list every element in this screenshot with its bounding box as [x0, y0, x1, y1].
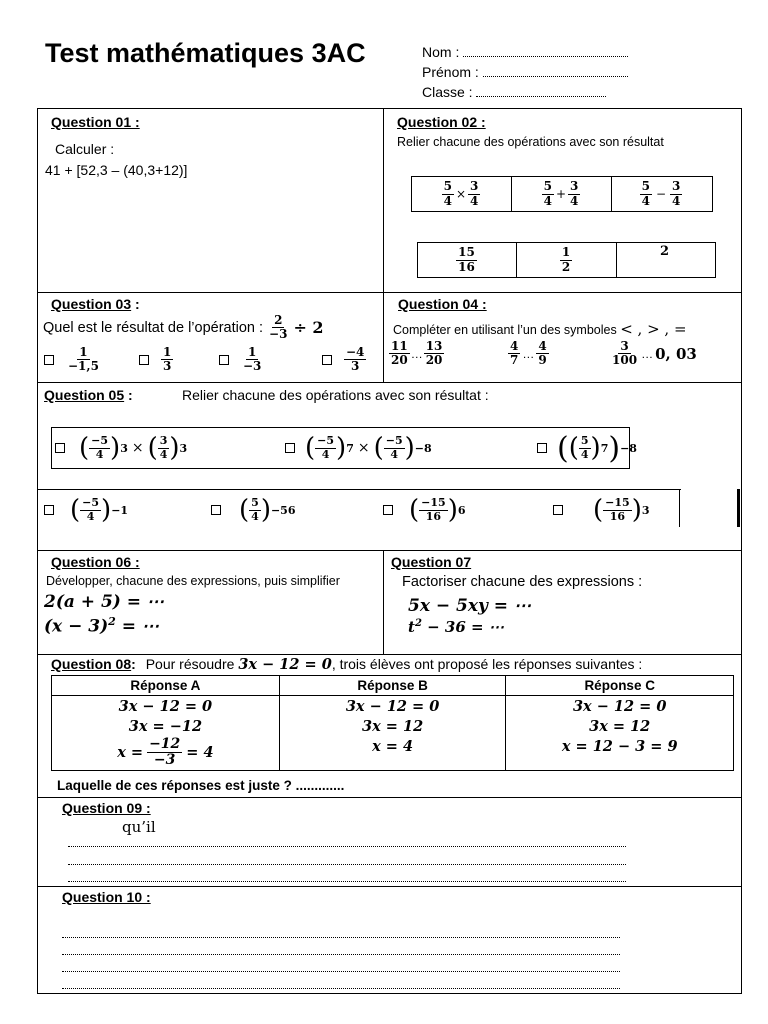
- answer-line[interactable]: [62, 971, 620, 972]
- q8-answer-a: 3x − 12 = 0 3x = −12 x = $\frac{-12}{-3}$ = 4: [52, 696, 280, 771]
- q2-result-1[interactable]: $\frac{15}{16}$: [458, 245, 475, 274]
- q8-prompt-line: Question 08: Pour résoudre 3x − 12 = 0, trois élèves ont proposé les réponses suivantes :: [51, 656, 643, 673]
- q2-result-2[interactable]: $\frac{1}{2}$: [561, 245, 571, 274]
- classe-field[interactable]: [422, 82, 628, 102]
- q1-instruction: Calculer :: [55, 141, 115, 157]
- page-title: Test mathématiques 3AC: [45, 38, 366, 68]
- q3-prompt: Quel est le résultat de l’opération : $\frac{2}{-3}$ ÷ 2: [43, 313, 324, 342]
- q8-question: Laquelle de ces réponses est juste ? .............: [57, 778, 345, 793]
- checkbox[interactable]: [322, 355, 332, 365]
- q5-result-4[interactable]: ( $\frac{-15}{16}$ ) 3: [553, 490, 650, 530]
- q3-choice-3[interactable]: $\frac{1}{-3}$: [219, 346, 263, 373]
- q7-expression-2: $t^2 - 36$ = ⋯: [408, 618, 504, 636]
- q7-expression-1: 5x − 5xy = ⋯: [408, 596, 531, 616]
- checkbox[interactable]: [139, 355, 149, 365]
- q3-choice-2[interactable]: $\frac{1}{3}$: [139, 346, 173, 373]
- q8-header-c: Réponse C: [506, 676, 734, 696]
- q5-result-2[interactable]: ( $\frac{5}{4}$ ) −56: [211, 490, 296, 530]
- q2-operation-3[interactable]: $\frac{5}{4}$ − $\frac{3}{4}$: [641, 179, 681, 208]
- q4-item-2[interactable]: $\frac{4}{7}$ … $\frac{4}{9}$: [510, 339, 547, 368]
- q2-title: Question 02 :: [397, 114, 486, 130]
- answer-line[interactable]: [62, 954, 620, 955]
- answer-line[interactable]: [68, 846, 626, 847]
- checkbox[interactable]: [44, 355, 54, 365]
- q5-result-3[interactable]: ( $\frac{-15}{16}$ ) 6: [383, 490, 466, 530]
- q9-text: qu’il: [122, 818, 156, 836]
- q5-title: Question 05 :: [44, 387, 133, 403]
- student-info: [422, 42, 628, 102]
- q1-title: Question 01 :: [51, 114, 140, 130]
- prenom-field[interactable]: [422, 62, 628, 82]
- q8-header-a: Réponse A: [52, 676, 280, 696]
- q6-prompt: Développer, chacune des expressions, puis simplifier: [46, 574, 340, 588]
- q3-choice-4[interactable]: $\frac{-4}{3}$: [322, 346, 366, 373]
- q8-answer-c: 3x − 12 = 0 3x = 12 x = 12 − 3 = 9: [506, 696, 734, 771]
- checkbox[interactable]: [537, 443, 547, 453]
- q3-choice-1[interactable]: $\frac{1}{-1,5}$: [44, 346, 101, 373]
- q8-header-b: Réponse B: [279, 676, 506, 696]
- q1-expression: 41 + [52,3 – (40,3+12)]: [45, 162, 188, 178]
- q2-operation-1[interactable]: $\frac{5}{4}$ × $\frac{3}{4}$: [443, 179, 479, 208]
- nom-label: Nom :: [422, 44, 460, 60]
- q8-answer-b: 3x − 12 = 0 3x = 12 x = 4: [279, 696, 506, 771]
- nom-field[interactable]: [422, 42, 628, 62]
- checkbox[interactable]: [285, 443, 295, 453]
- q7-prompt: Factoriser chacune des expressions :: [402, 574, 643, 590]
- checkbox[interactable]: [219, 355, 229, 365]
- q6-expression-2: $(x - 3)^2$ = ⋯: [44, 615, 159, 637]
- checkbox[interactable]: [383, 505, 393, 515]
- classe-label: Classe :: [422, 84, 473, 100]
- answer-line[interactable]: [68, 864, 626, 865]
- prenom-label: Prénom :: [422, 64, 479, 80]
- q2-result-3[interactable]: 2: [660, 244, 670, 259]
- q4-item-3[interactable]: $\frac{3}{100}$ … 0, 03: [612, 339, 697, 368]
- q6-title: Question 06 :: [51, 554, 140, 570]
- q4-title: Question 04 :: [398, 296, 487, 312]
- answer-line[interactable]: [68, 881, 626, 882]
- checkbox[interactable]: [553, 505, 563, 515]
- q5-operation-3[interactable]: ( ( $\frac{5}{4}$ ) 7 ) −8: [537, 426, 637, 470]
- q7-title: Question 07: [391, 554, 472, 570]
- checkbox[interactable]: [44, 505, 54, 515]
- q5-operation-1[interactable]: ( $\frac{-5}{4}$ ) 3 × ( $\frac{3}{4}$ ) 3: [55, 426, 187, 470]
- q5-prompt: Relier chacune des opérations avec son résultat :: [182, 387, 489, 403]
- q5-result-1[interactable]: ( $\frac{-5}{4}$ ) −1: [44, 490, 128, 530]
- q4-prompt: Compléter en utilisant l’un des symboles < , > , =: [393, 320, 687, 338]
- q6-expression-1: 2(a + 5) = ⋯: [44, 592, 164, 612]
- q9-title: Question 09 :: [62, 800, 151, 816]
- q4-item-1[interactable]: $\frac{11}{20}$ … $\frac{13}{20}$: [391, 339, 443, 368]
- q10-title: Question 10 :: [62, 889, 151, 905]
- checkbox[interactable]: [55, 443, 65, 453]
- q2-instruction: Relier chacune des opérations avec son résultat: [397, 135, 664, 149]
- q3-title: Question 03 :: [51, 296, 140, 312]
- q8-answers-table: [51, 675, 734, 771]
- q5-operation-2[interactable]: ( $\frac{-5}{4}$ ) 7 × ( $\frac{-5}{4}$ ) −8: [285, 426, 432, 470]
- checkbox[interactable]: [211, 505, 221, 515]
- q2-operation-2[interactable]: $\frac{5}{4}$ + $\frac{3}{4}$: [543, 179, 579, 208]
- answer-line[interactable]: [62, 937, 620, 938]
- answer-line[interactable]: [62, 988, 620, 989]
